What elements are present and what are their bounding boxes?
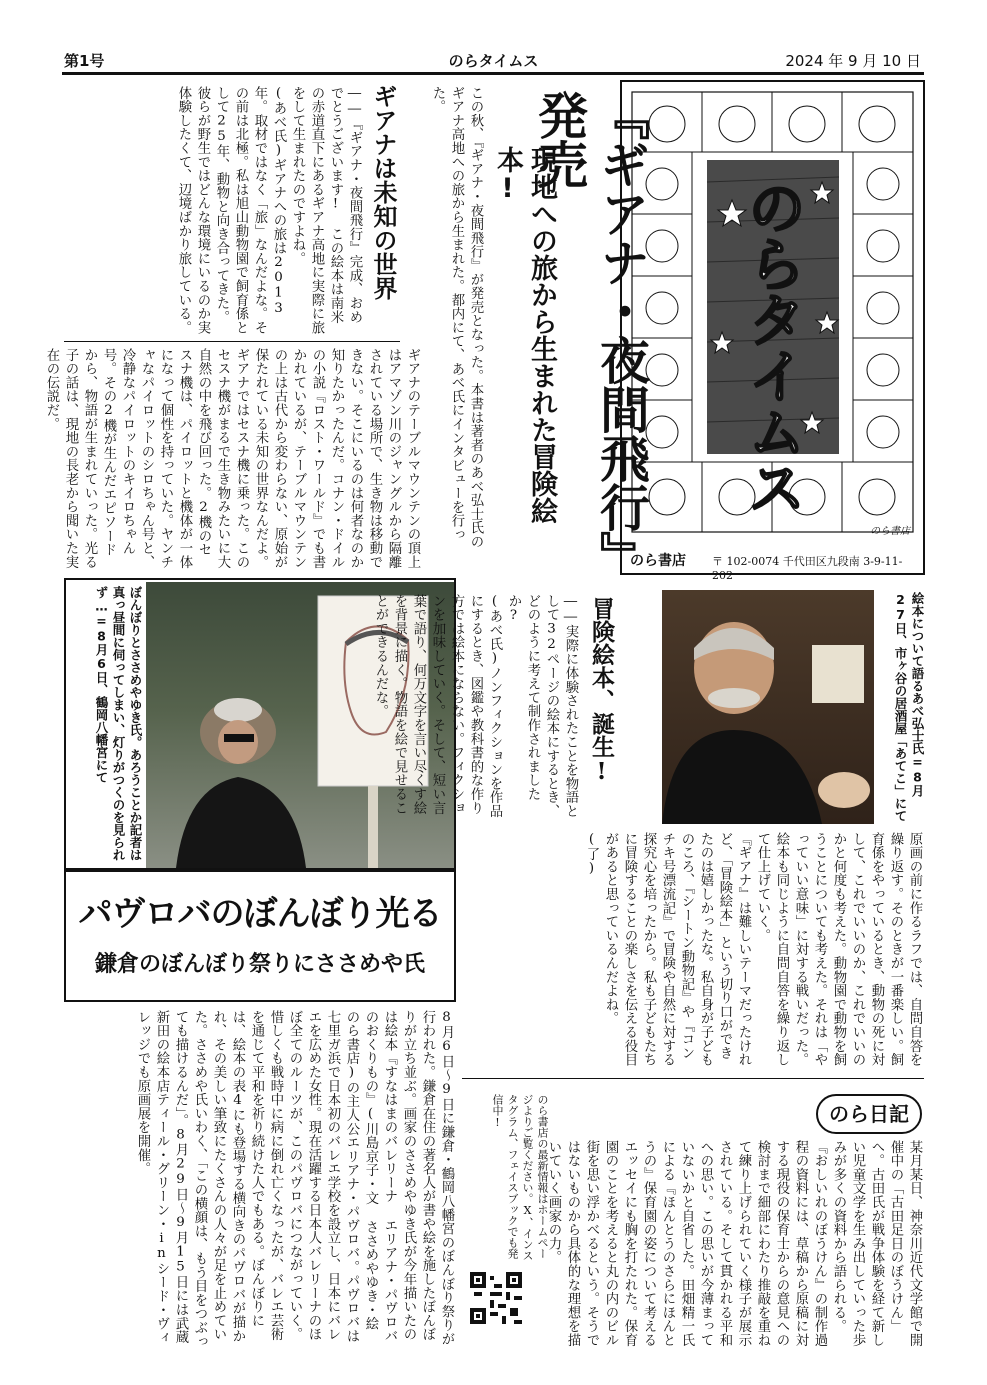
logo-panel: [620, 80, 925, 582]
paragraph: (あべ氏)ノンフィクションを作品にするとき、図鑑や教科書的な作り方では絵本にならない。フィクションを加味していく。そして、短い言葉で語り、何万文字を言い尽くす絵を背景に描く。物語を絵で見せることができるんだな。: [373, 594, 502, 818]
paragraph: ――『ギアナ・夜間飛行』完成、おめでとうございます! この絵本は南米の赤道直下にあるギアナ高地に実際に旅をして生まれたのですよね。: [290, 86, 362, 335]
qr-code[interactable]: [470, 1272, 522, 1324]
issue-date: 2024 年 9 月 10 日: [785, 52, 921, 70]
lantern-subheadline: 鎌倉のぼんぼり祭りにささめや氏: [94, 952, 425, 977]
lead-headline: 『ギアナ・夜間飛行』発売: [530, 90, 650, 555]
paragraph: 原画の前に作るラフでは、自問自答を繰り返す。そのときが一番楽しい。飼育係をやっているとき、動物の死に対して、これでいいのか、これでいいのかと何度も考えた。動物園で動物を飼うことについても考えた。それは「やっていい意味」に対する戦いだった。絵本も同じように自問自答を繰り返して仕上げていく。: [755, 832, 922, 1067]
publisher-address: 〒 102-0074 千代田区九段南 3-9-11-202: [712, 555, 903, 582]
diary-divider: [462, 1078, 924, 1079]
adventure-text-bottom: [462, 832, 924, 1068]
issue-number: 第1号: [64, 52, 105, 70]
paragraph: ギアナのテーブルマウンテンの頂上はアマゾン川のジャングルから隔離されている場所で、生き物は移動できない。そこにいるのは何者なのか知りたかったんだ。コナン・ドイルの小説『ロスト・ワールド』でも書かれているが、テーブルマウンテンの上は古代から変わらない、原始が保たれている未知の世界なんだよ。: [253, 348, 420, 569]
author-photo-caption: 絵本について語るあべ弘士氏=8月27日、市ヶ谷の居酒屋「あてこ」にて: [893, 592, 925, 822]
lantern-body: 8月6日〜9日に鎌倉・鶴岡八幡宮のぼんぼり祭りが行われた。鎌倉在住の著名人が書や絵を施したぼんぼりが立ち並ぶ。画家のささめやゆき氏が今年描いたのは絵本『すなはまのバレリーナ エリアナ・パヴロバのおくりもの』(川島京子・文 ささめやゆき・絵 のら書店)の主人公エリアナ・パヴロバ。パヴロバは七里ガ浜で日本初のバレエ学校を設立し、日本にバレエを広めた女性。現在活躍する日本人バレリーナのほぼ全てのルーツが、このパヴロバにつながっていく。惜しくも戦時中に病に倒れ亡くなったが、バレエ芸術を通じて平和を祈り続けた人でもある。ぼんぼりには、絵本の表4にも登場する横向きのパヴロバが描かれ、その美しい筆致にたくさんの人々が足を止めていた。ささめや氏いわく、「この横顔は、もう目をつぶっても描けるんだ」。8月29日〜9月15日には武蔵新田の絵本店ティール・グリーン・inシード・ヴィレッジでも原画展を開催。: [135, 1010, 454, 1349]
diary-body: 某月某日、神奈川近代文学館で開催中の「古田足日のぼうけん」へ。古田氏が戦争体験を経て新しい児童文学を生み出していった歩みが多くの資料から語られる。『おしいれのぼうけん』の制作過程の資料には、草稿から原稿に対する現役の保育士からの意見への検討まで細部にわたり推敲を重ねて練り上げられていく様子が展示されている。そして貫かれる平和への思い。この思いが今薄まっていないかと自省した。田畑精一氏による『ほんとうのさらにほんとうの』保育園の姿について考えるエッセイにも胸を打たれた。保育園のことを考えると丸の内のビル街を思い浮かべるという。そうではないものから具体的な理想を描いていく画家の力。: [546, 1140, 922, 1347]
author-photo-illustration: [662, 590, 874, 824]
paragraph: ギアナではセスナ機に乗った。このセスナ機がまるで生き物みたいに大自然の中を飛び回った。2機のセスナ機は、パイロットと機体が一体になって個性を持っていた。ヤンチャなパイロットのシロちゃん号と、冷静なパイロットのキイロちゃん号。その2機が生んだエピソードから、物語が生まれていった。光る子の話は、現地の長老から聞いた実在の伝説だ。: [44, 348, 249, 569]
lead-subheadline: 現地への旅から生まれた冒険絵本!: [492, 146, 557, 524]
paragraph: (あべ氏)ギアナへの旅は2013年。取材ではなく「旅」なんだよな。その前は北極。私は旭山動物園で飼育係として25年、動物と向き合ってきた。彼らが野生ではどんな環境にいるのか実体験したくて、辺境ばかり旅している。: [176, 86, 286, 335]
qr-code-icon: [470, 1272, 522, 1324]
adventure-title: 冒険絵本、誕生!: [588, 597, 615, 785]
section-text-guiana-top: [64, 86, 364, 336]
author-photo: [662, 590, 874, 824]
lantern-headline-box: [64, 870, 456, 1002]
lead-intro: この秋、『ギアナ・夜間飛行』が発売となった。本書は著者のあべ弘士氏のギアナ高地への旅から生まれた。都内にて、あべ氏にインタビューを行った。: [430, 86, 483, 549]
lantern-photo-caption: ぼんぼりとささめやゆき氏。あろうことか記者は真っ昼間に伺ってしまい、灯りがつくのを見られず…=8月6日、鶴岡八幡宮にて: [94, 586, 143, 861]
logo-signature: のら書店: [870, 526, 910, 537]
paragraph: ――実際に体験されたことを物語として32ページの絵本にするとき、どのように考えて制作されましたか?: [506, 594, 578, 818]
diary-title: のら日記: [816, 1094, 922, 1134]
lantern-headline: パヴロバのぼんぼり光る: [78, 894, 442, 934]
paper-name: のらタイムス: [448, 52, 539, 70]
column-divider: [64, 341, 400, 342]
masthead-rule: [62, 72, 924, 75]
adventure-text-top: [373, 594, 580, 826]
section-title-guiana: ギアナは未知の世界: [369, 84, 398, 300]
footer-note: のら書店の最新情報はホームページよりご覧ください。X、インスタグラム、フェイスブックでも発信中!: [491, 1094, 549, 1261]
paragraph: 『ギアナ』は難しいテーマだったけれど、「冒険絵本」という切り口ができたのは嬉しかったな。私自身が子どものころ、『シートン動物記』や『コンチキ号漂流記』で冒険や自然に対する探究心を培ったから。私も子どもたちに冒険することの楽しさを伝える役目があると思っているんだよね。(了): [584, 832, 751, 1067]
logo-title: のらタイムス: [738, 178, 806, 514]
section-text-guiana-bottom: [44, 348, 422, 570]
publisher-name: のら書店: [630, 553, 686, 569]
